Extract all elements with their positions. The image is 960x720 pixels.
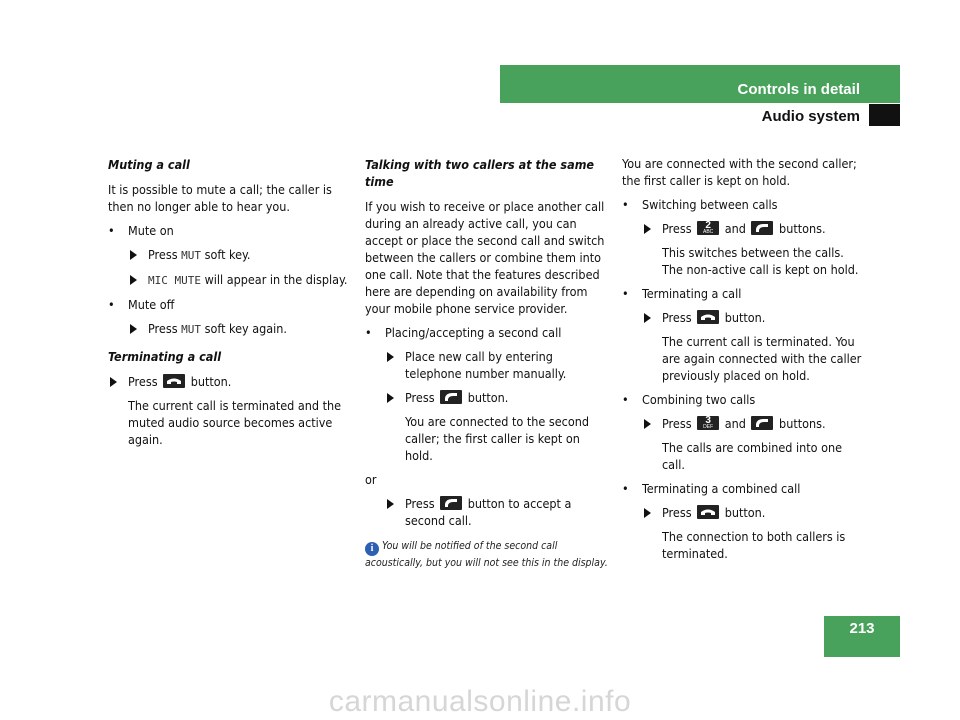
section-title: Controls in detail [737,81,860,98]
info-icon: i [365,542,379,556]
step-press-end: Press button. [622,504,862,521]
bullet-placing: • Placing/accepting a second call [365,324,610,341]
page-number-box [824,616,900,657]
header-block [869,104,900,126]
header-bar [500,65,900,103]
phone-send-icon [751,221,773,235]
arrow-icon [110,377,117,387]
heading-two-callers: Talking with two callers at the same time [365,157,595,189]
step-accept: Press button to accept a second call. [365,495,610,529]
step-press-mut: Press MUT soft key. [108,246,348,264]
step-place-call: Place new call by entering telephone number manually. [365,348,610,382]
step-press-3-send: Press 3 DEF and buttons. [622,415,862,432]
step-press-end: Press button. [108,373,348,390]
arrow-icon [644,508,651,518]
column-1 [108,155,348,455]
arrow-icon [130,275,137,285]
bullet-mute-off: • Mute off [108,296,348,313]
step-press-mut-again: Press MUT soft key again. [108,320,348,338]
step-press-send: Press button. [365,389,610,406]
arrow-icon [644,224,651,234]
subheader [500,104,900,126]
result-terminated-combined: The connection to both callers is terminated. [662,529,846,561]
result-combine: The calls are combined into one call. [662,440,843,472]
info-note [365,539,615,571]
arrow-icon [644,419,651,429]
step-press-2-send: Press 2 ABC and buttons. [622,220,862,237]
arrow-icon [644,313,651,323]
column-3 [622,155,862,569]
info-text: You will be notified of the second call acoustically, but you will not see this in the display. [365,540,608,569]
phone-send-icon [440,390,462,404]
result-terminated: The current call is terminated. You are again connected with the caller previously placed on hold. [662,334,862,383]
bullet-terminating: • Terminating a call [622,285,862,302]
phone-hangup-icon [697,310,719,324]
bullet-mute-on: • Mute on [108,222,348,239]
subsection-title: Audio system [761,108,860,125]
result-connected: You are connected to the second caller; the first caller is kept on hold. [405,414,589,463]
bullet-switching: • Switching between calls [622,196,862,213]
bullet-terminating-combined: • Terminating a combined call [622,480,862,497]
mut-label: MUT [181,323,202,336]
page-number: 213 [849,620,875,637]
watermark: carmanualsonline.info [328,685,632,718]
heading-muting: Muting a call [108,157,190,172]
heading-terminating: Terminating a call [108,349,222,364]
or-text: or [365,472,377,487]
arrow-icon [387,352,394,362]
step-mic-mute: MIC MUTE will appear in the display. [108,271,348,289]
phone-send-icon [751,416,773,430]
key-3-icon: 3 DEF [697,416,719,430]
para-muting: It is possible to mute a call; the caller is then no longer able to hear you. [108,182,332,214]
mut-label: MUT [181,249,202,262]
column-2 [365,155,610,536]
phone-hangup-icon [163,374,185,388]
result-connected-second: You are connected with the second caller; the first caller is kept on hold. [622,156,857,188]
key-2-icon: 2 ABC [697,221,719,235]
mic-mute-label: MIC MUTE [148,274,201,287]
arrow-icon [387,393,394,403]
step-press-end: Press button. [622,309,862,326]
result-terminated: The current call is terminated and the muted audio source becomes active again. [128,398,342,447]
result-switch: This switches between the calls. The non-active call is kept on hold. [662,245,859,277]
phone-hangup-icon [697,505,719,519]
phone-send-icon [440,496,462,510]
para-two-callers: If you wish to receive or place another call during an already active call, you can accept or place the second call and switch between the callers or combine them into one call. Note that the features described here are depending on availability from your mobile phone service provider. [365,199,605,316]
arrow-icon [387,499,394,509]
arrow-icon [130,250,137,260]
bullet-combining: • Combining two calls [622,391,862,408]
arrow-icon [130,324,137,334]
